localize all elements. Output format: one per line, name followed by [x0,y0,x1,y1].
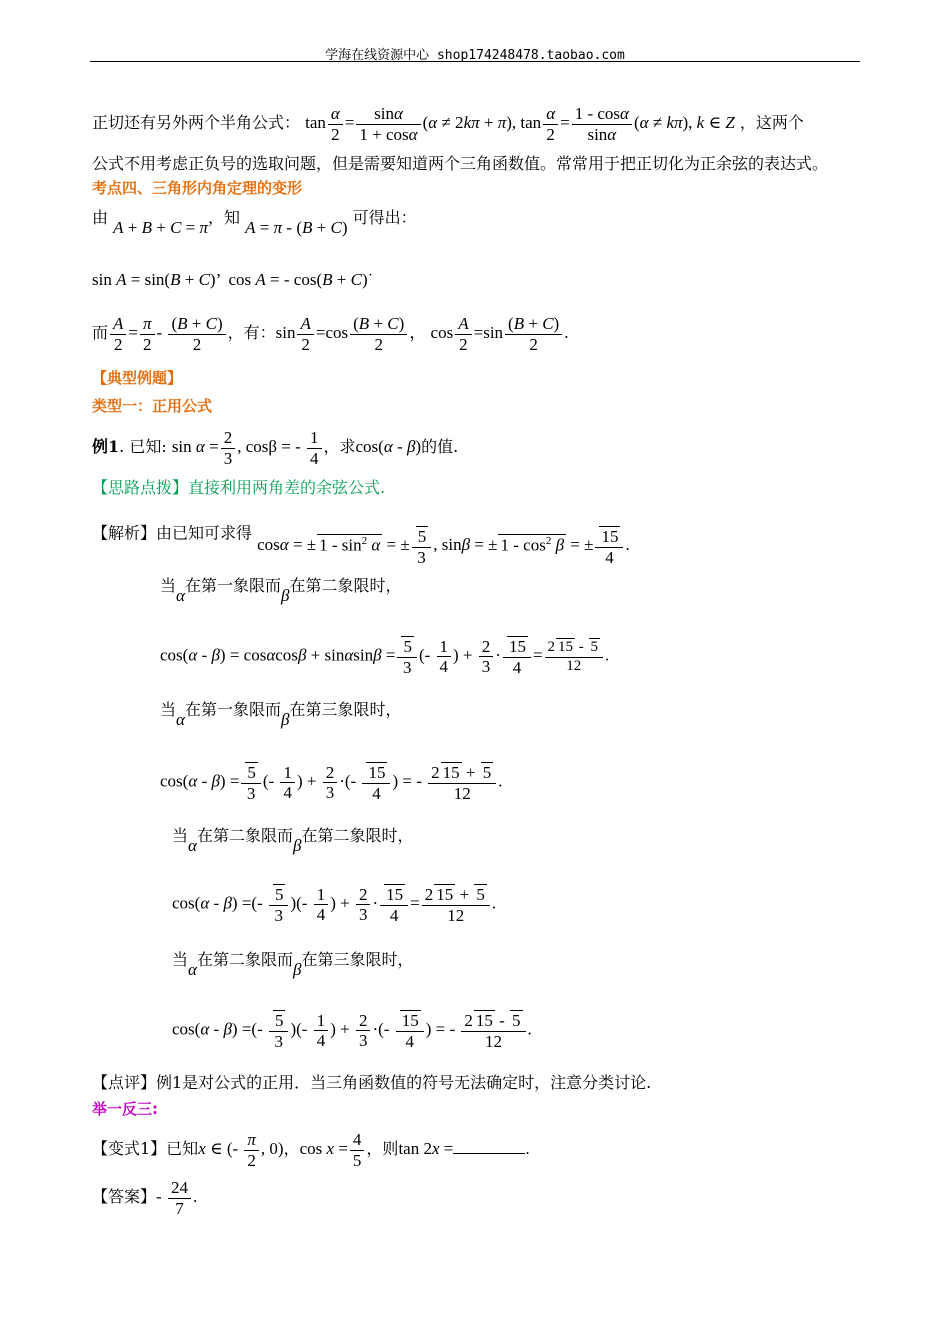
intro-line-2: 公式不用考虑正负号的选取问题，但是需要知道两个三角函数值。常常用于把正切化为正余弦的表达式。 [92,154,829,173]
case-1-result: cos(α - β) = cosαcosβ + sinαsinβ = $\frac{5}{3}$ (- $\frac{1}{4}$ ) + $\frac{2}{3}$ · $\frac{15}{4}$ = $\frac{2 15 - 5}{12}$ . [160,636,610,677]
half-angle-line: 而 $\frac{A}{2}$ = $\frac{\pi}{2}$ - $\frac{(B + C)}{2}$ ，有：sin $\frac{A}{2}$ =cos $\frac{(B + C)}{2}$ ， cos $\frac{A}{2}$ =sin $\frac{(B + C)}{2}$ . [92,314,569,354]
variant-1: 【变式1】已知x ∈ (- $\frac{\pi}{2}$ , 0)，cos x = $\frac{4}{5}$ ，则tan 2x = . [92,1130,530,1170]
variant-1-domain: x ∈ (- $\frac{\pi}{2}$ , 0) [198,1130,284,1170]
angle-sum-equation: A + B + C = π [113,218,209,237]
angle-a-equation: A = π - (B + C) [245,218,348,237]
examples-heading: 【典型例题】 [92,369,183,387]
answer-line: 【答案】- $\frac{24}{7}$ . [92,1178,198,1218]
header-divider [90,61,860,62]
page-header: 学海在线资源中心 shop174248478.taobao.com [325,48,625,63]
sin-cos-a-identities: sin A = sin(B + C)’ cos A = - cos(B + C)˙ [92,270,374,289]
case-1-label: 当α在第一象限而β在第二象限时， [160,576,402,605]
example-1-given: sin α = $\frac{2}{3}$ , cosβ = - $\frac{1}{4}$ [172,437,324,456]
triangle-line-1: 由 A + B + C = π，知 A = π - (B + C) 可得出： [92,208,417,237]
practice-heading: 举一反三: [92,1100,158,1118]
cos-sin-values: cosα = ± $1 - \sin^2 \alpha$ = ± $\frac{5}{3}$ , sinβ = ± $1 - \cos^2 \beta$ = ± $\frac{15}{4}$ . [257,527,630,567]
type-1-heading: 类型一：正用公式 [92,397,213,415]
half-angle-relation: $\frac{A}{2}$ = $\frac{\pi}{2}$ - $\frac{(B + C)}{2}$ [108,323,228,342]
intro-line-1: 正切还有另外两个半角公式： tan $\frac{\alpha}{2}$ = $\frac{\sin\alpha}{1 + \cos\alpha}$ (α ≠ 2kπ + π), tan $\frac{\alpha}{2}$ = $\frac{1 - \cos\alpha}{\sin\alpha}$ (α ≠ kπ), k ∈ Z ，这两个 [92,104,804,144]
case-4-label: 当α在第二象限而β在第三象限时， [172,950,414,979]
case-2-result: cos(α - β) = $\frac{5}{3}$ (- $\frac{1}{4}$ ) + $\frac{2}{3}$ ·(- $\frac{15}{4}$ ) = - $\frac{2 15 + 5}{12}$ . [160,762,503,803]
case-2-label: 当α在第一象限而β在第三象限时， [160,700,402,729]
half-angle-identities: sin $\frac{A}{2}$ =cos $\frac{(B + C)}{2}$ ， cos $\frac{A}{2}$ =sin $\frac{(B + C)}{2}$ . [275,314,569,354]
case-3-label: 当α在第二象限而β在第二象限时， [172,826,414,855]
comment-text: 【点评】例1是对公式的正用．当三角函数值的符号无法确定时，注意分类讨论. [92,1073,652,1092]
section-4-title: 考点四、三角形内角定理的变形 [92,179,303,197]
case-3-result: cos(α - β) =(- $\frac{5}{3}$ )(- $\frac{1}{4}$ ) + $\frac{2}{3}$ · $\frac{15}{4}$ = $\frac{2 15 + 5}{12}$ . [172,884,497,925]
example-1: 例1. 已知: sin α = $\frac{2}{3}$ , cosβ = - $\frac{1}{4}$ ，求cos(α - β)的值. [92,428,459,468]
variant-1-given: cos x = $\frac{4}{5}$ [300,1139,367,1158]
answer-blank[interactable] [453,1139,525,1154]
tan-half-formula-1: tan $\frac{\alpha}{2}$ = $\frac{\sin\alpha}{1 + \cos\alpha}$ (α ≠ 2kπ + π), tan $\frac{\alpha}{2}$ = $\frac{1 - \cos\alpha}{\sin\alpha}$ (α ≠ kπ), k ∈ Z [305,104,735,144]
hint-text: 【思路点拨】直接利用两角差的余弦公式. [92,478,386,497]
solution-intro: 【解析】由已知可求得 cosα = ± $1 - \sin^2 \alpha$ = ± $\frac{5}{3}$ , sinβ = ± $1 - \cos^2 \beta$ = ± $\frac{15}{4}$ . [92,523,630,567]
variant-1-question: tan 2x = . [398,1138,530,1158]
case-4-result: cos(α - β) =(- $\frac{5}{3}$ )(- $\frac{1}{4}$ ) + $\frac{2}{3}$ ·(- $\frac{15}{4}$ ) = - $\frac{2 15 - 5}{12}$ . [172,1010,532,1051]
answer-value: - $\frac{24}{7}$ . [156,1178,198,1218]
